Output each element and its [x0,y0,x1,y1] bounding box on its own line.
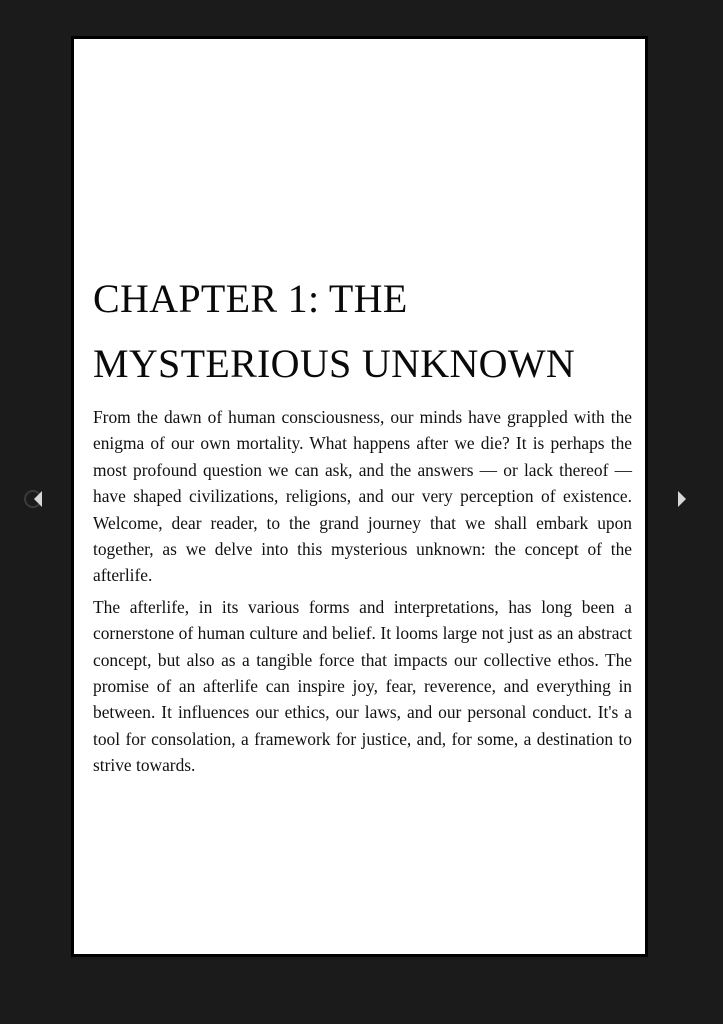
triangle-left-icon [22,487,46,511]
book-page [71,36,648,957]
previous-page-button[interactable] [22,487,46,511]
body-paragraph: The afterlife, in its various forms and interpretations, has long been a cornerstone of human culture and belief. It looms large not just as an abstract concept, but also as a tangible force that impacts our collective ethos. The promise of an afterlife can inspire joy, fear, reverence, and everything in between. It influences our ethics, our laws, and our personal conduct. It's a tool for consolation, a framework for justice, and, for some, a destination to strive towards. [93,596,632,776]
triangle-right-icon [672,487,696,511]
chapter-title: CHAPTER 1: THE MYSTERIOUS UNKNOWN [93,276,576,386]
body-paragraph: From the dawn of human consciousness, our minds have grappled with the enigma of our own mortality. What happens after we die? It is perhaps the most profound question we can ask, and the answers — or lack thereof — have shaped civilizations, religions, and our very perception of existence. Welcome, dear reader, to the grand journey that we shall embark upon together, as we delve into this mysterious unknown: the concept of the afterlife. [93,407,632,586]
next-page-button[interactable] [672,487,696,511]
page-content [93,266,632,784]
